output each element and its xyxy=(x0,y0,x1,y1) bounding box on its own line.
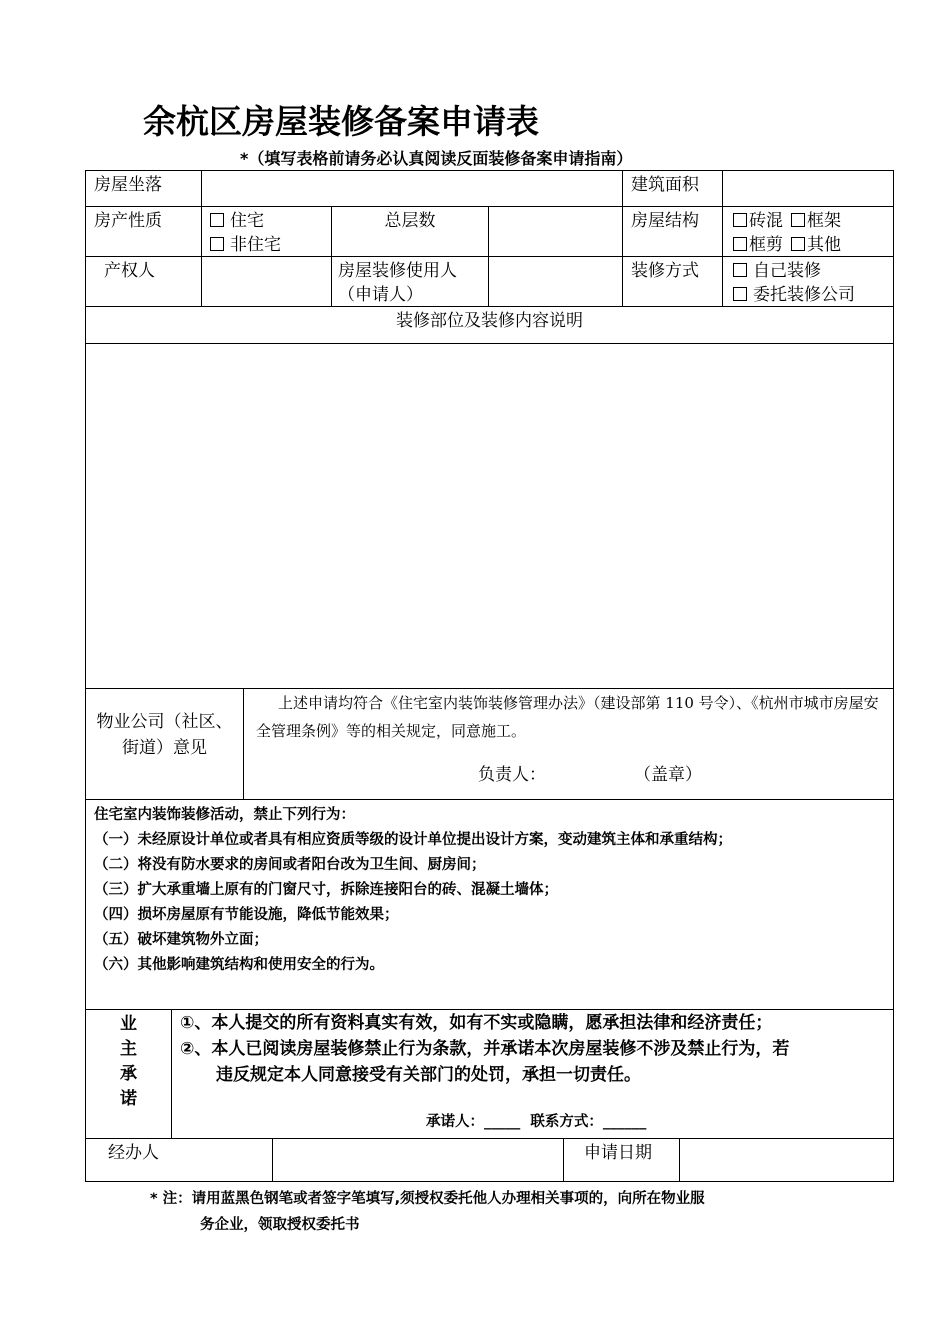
method-options xyxy=(722,256,894,307)
seal-label: （盖章） xyxy=(634,765,702,785)
structure-option-other[interactable]: 其他 xyxy=(791,233,841,257)
owner-field[interactable] xyxy=(201,256,332,307)
property-type-label: 房产性质 xyxy=(85,206,202,257)
prohibition-item: （一）未经原设计单位或者具有相应资质等级的设计单位提出设计方案，变动建筑主体和承重结构； xyxy=(94,832,732,848)
pledge-label: 业 主 承 诺 xyxy=(85,1009,172,1139)
prohibitions-heading: 住宅室内装饰装修活动，禁止下列行为： xyxy=(94,807,355,823)
pledge-signer: 承诺人：_____ 联系方式：______ xyxy=(426,1114,647,1130)
owner-label: 产权人 xyxy=(85,256,202,307)
total-floors-label: 总层数 xyxy=(331,206,489,257)
renovation-content-field[interactable] xyxy=(85,343,894,689)
checkbox-icon[interactable] xyxy=(733,263,747,277)
checkbox-icon[interactable] xyxy=(210,237,224,251)
opinion-text: 上述申请均符合《住宅室内装饰装修管理办法》（建设部第 110 号令）、《杭州市城市房屋安全管理条例》等的相关规定，同意施工。 xyxy=(256,694,879,740)
structure-option-brick[interactable]: 砖混 xyxy=(733,209,783,233)
prohibitions-section xyxy=(85,799,894,1010)
method-option-self[interactable]: 自己装修 xyxy=(733,259,883,283)
user-label xyxy=(331,256,489,307)
opinion-label: 物业公司（社区、街道）意见 xyxy=(85,688,244,800)
structure-option-frame[interactable]: 框架 xyxy=(791,209,841,233)
prohibition-item: （五）破坏建筑物外立面； xyxy=(94,932,268,948)
pledge-item-1: ①、本人提交的所有资料真实有效，如有不实或隐瞒，愿承担法律和经济责任； xyxy=(180,1013,773,1033)
footnote-line1: * 注：请用蓝黑色钢笔或者签字笔填写,须授权委托他人办理相关事项的，向所在物业服 xyxy=(150,1191,705,1207)
handler-label: 经办人 xyxy=(85,1138,273,1182)
area-field[interactable] xyxy=(722,170,894,207)
prohibition-item: （六）其他影响建筑结构和使用安全的行为。 xyxy=(94,957,384,973)
content-header: 装修部位及装修内容说明 xyxy=(85,306,894,344)
prohibition-item: （四）损坏房屋原有节能设施，降低节能效果； xyxy=(94,907,399,923)
page-subtitle: *（填写表格前请务必认真阅读反面装修备案申请指南） xyxy=(240,149,633,168)
checkbox-icon[interactable] xyxy=(210,213,224,227)
user-field[interactable] xyxy=(488,256,623,307)
method-option-company[interactable]: 委托装修公司 xyxy=(733,283,883,307)
structure-label: 房屋结构 xyxy=(622,206,723,257)
location-label: 房屋坐落 xyxy=(85,170,202,207)
prohibition-item: （三）扩大承重墙上原有的门窗尺寸，拆除连接阳台的砖、混凝土墙体； xyxy=(94,882,558,898)
checkbox-icon[interactable] xyxy=(733,237,747,251)
checkbox-icon[interactable] xyxy=(733,287,747,301)
pledge-content xyxy=(171,1009,894,1139)
structure-options xyxy=(722,206,894,257)
user-label-line1: 房屋装修使用人 xyxy=(338,261,457,281)
responsible-label: 负责人： xyxy=(478,765,546,785)
date-label: 申请日期 xyxy=(563,1138,680,1182)
user-label-line2: （申请人） xyxy=(338,285,423,305)
page-title: 余杭区房屋装修备案申请表 xyxy=(143,102,539,141)
pledge-item-2: ②、本人已阅读房屋装修禁止行为条款，并承诺本次房屋装修不涉及禁止行为，若 xyxy=(180,1039,790,1059)
handler-field[interactable] xyxy=(272,1138,564,1182)
prohibition-item: （二）将没有防水要求的房间或者阳台改为卫生间、厨房间； xyxy=(94,857,486,873)
structure-option-frame-shear[interactable]: 框剪 xyxy=(733,233,783,257)
location-field[interactable] xyxy=(201,170,623,207)
checkbox-icon[interactable] xyxy=(791,237,805,251)
method-label: 装修方式 xyxy=(622,256,723,307)
area-label: 建筑面积 xyxy=(622,170,723,207)
property-type-options xyxy=(201,206,332,257)
footnote xyxy=(150,1186,705,1238)
property-option-nonresidential[interactable]: 非住宅 xyxy=(210,233,323,257)
checkbox-icon[interactable] xyxy=(733,213,747,227)
footnote-line2: 务企业，领取授权委托书 xyxy=(200,1217,360,1233)
checkbox-icon[interactable] xyxy=(791,213,805,227)
date-field[interactable] xyxy=(679,1138,894,1182)
opinion-area xyxy=(243,688,894,800)
application-form-table xyxy=(85,170,894,1182)
property-option-residential[interactable]: 住宅 xyxy=(210,209,323,233)
pledge-item-2-cont: 违反规定本人同意接受有关部门的处罚，承担一切责任。 xyxy=(216,1065,641,1085)
total-floors-field[interactable] xyxy=(488,206,623,257)
